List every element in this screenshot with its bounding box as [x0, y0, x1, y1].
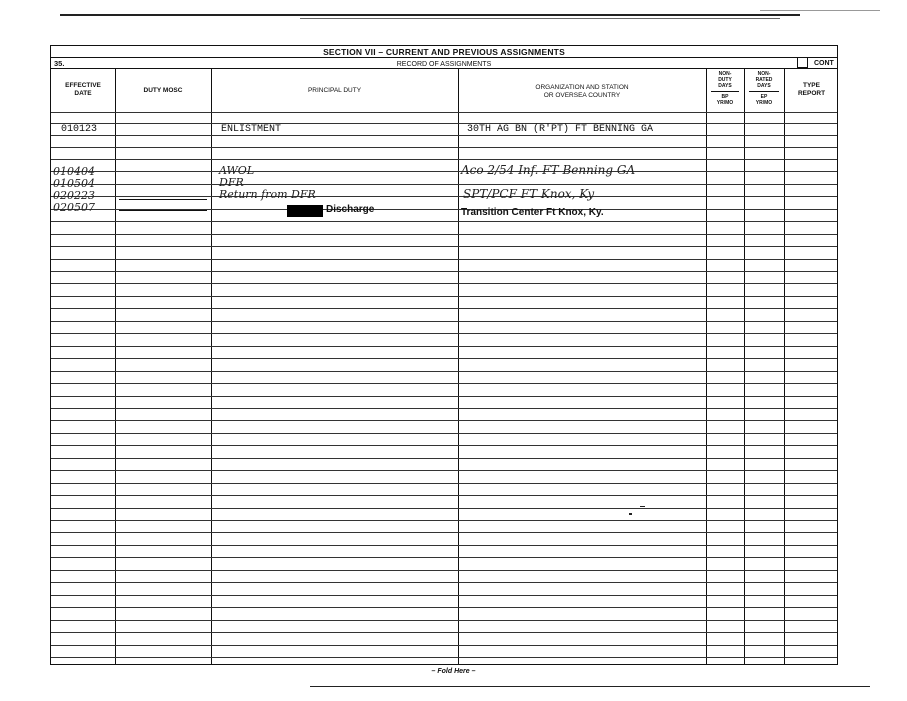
dash-mark — [119, 210, 207, 211]
row-line — [51, 458, 837, 459]
column-divider — [784, 68, 785, 664]
row-line — [51, 123, 837, 124]
entry-duty: Return from DFR — [219, 188, 316, 201]
header-organization: ORGANIZATION AND STATION OR OVERSEA COUNTRY — [535, 84, 629, 99]
header-effective-date: EFFECTIVE DATE — [65, 82, 101, 97]
row-line — [51, 196, 837, 197]
entry-org: SPT/PCF FT Knox, Ky — [463, 187, 595, 201]
cont-checkbox[interactable] — [797, 57, 808, 68]
row-line — [51, 296, 837, 297]
entry-date: 020507 — [53, 201, 95, 214]
row-line — [51, 112, 837, 113]
row-line — [51, 483, 837, 484]
row-line — [51, 470, 837, 471]
cont-label: CONT — [814, 60, 834, 67]
top-rule — [60, 14, 800, 16]
row-line — [51, 570, 837, 571]
row-line — [51, 308, 837, 309]
row-line — [51, 383, 837, 384]
row-line — [51, 532, 837, 533]
entry-date: 010123 — [61, 124, 98, 135]
fold-here-label: – Fold Here – — [431, 668, 476, 675]
row-line — [51, 135, 837, 136]
rule — [749, 91, 779, 92]
entry-org: 30TH AG BN (R′PT) FT BENNING GA — [467, 124, 654, 135]
header-non-duty-days: NON- DUTY DAYS — [718, 71, 732, 89]
header-non-rated-sub: EP YR/MO — [755, 94, 773, 106]
row-line — [51, 520, 837, 521]
dash-mark — [119, 199, 207, 200]
top-rule-secondary — [300, 18, 780, 19]
column-divider — [744, 68, 745, 664]
entry-org: Transition Center Ft Knox, Ky. — [461, 207, 604, 218]
header-non-rated-days: NON- RATED DAYS — [755, 71, 773, 89]
row-line — [51, 620, 837, 621]
row-line — [51, 346, 837, 347]
row-line — [51, 408, 837, 409]
row-line — [51, 184, 837, 185]
entry-date: 010504 — [53, 177, 95, 190]
row-line — [51, 445, 837, 446]
scan-speck — [629, 513, 632, 515]
header-type-report: TYPE REPORT — [797, 82, 826, 97]
column-divider — [458, 68, 459, 664]
row-line — [51, 657, 837, 658]
row-line — [51, 545, 837, 546]
row-line — [51, 358, 837, 359]
row-line — [51, 595, 837, 596]
row-line — [51, 271, 837, 272]
row-line — [51, 557, 837, 558]
row-line — [51, 283, 837, 284]
row-line — [51, 333, 837, 334]
header-non-duty-sub: BP YR/MO — [716, 94, 734, 106]
column-divider — [211, 68, 212, 664]
header-principal-duty: PRINCIPAL DUTY — [307, 87, 362, 94]
row-line — [51, 159, 837, 160]
row-line — [51, 221, 837, 222]
row-line — [51, 495, 837, 496]
row-line — [51, 645, 837, 646]
bottom-rule — [310, 686, 870, 687]
header-duty-mosc: DUTY MOSC — [143, 87, 183, 94]
row-line — [51, 171, 837, 172]
entry-duty: ENLISTMENT — [221, 124, 282, 135]
row-line — [51, 396, 837, 397]
row-line — [51, 259, 837, 260]
section-title: SECTION VII – CURRENT AND PREVIOUS ASSIGNMENTS — [323, 47, 565, 57]
row-line — [51, 582, 837, 583]
entry-duty: DFR — [219, 176, 244, 189]
record-title: RECORD OF ASSIGNMENTS — [396, 61, 492, 68]
top-rule-faint — [760, 10, 880, 11]
row-line — [51, 433, 837, 434]
rule — [51, 57, 837, 58]
redaction-block — [287, 205, 323, 217]
row-line — [51, 632, 837, 633]
column-divider — [115, 68, 116, 664]
assignments-form — [50, 45, 838, 665]
column-divider — [706, 68, 707, 664]
row-line — [51, 607, 837, 608]
entry-date: 010404 — [53, 165, 95, 178]
row-line — [51, 147, 837, 148]
scan-speck — [640, 506, 645, 507]
rule — [711, 91, 739, 92]
row-line — [51, 371, 837, 372]
row-line — [51, 321, 837, 322]
row-line — [51, 246, 837, 247]
entry-duty: Discharge — [326, 204, 375, 215]
entry-org: Aco 2/54 Inf. FT Benning GA — [461, 163, 636, 177]
entry-duty: AWOL — [219, 164, 255, 177]
row-line — [51, 508, 837, 509]
row-line — [51, 420, 837, 421]
rule — [51, 68, 837, 69]
entry-date: 020223 — [53, 189, 95, 202]
row-line — [51, 234, 837, 235]
item-number: 35. — [54, 59, 65, 68]
